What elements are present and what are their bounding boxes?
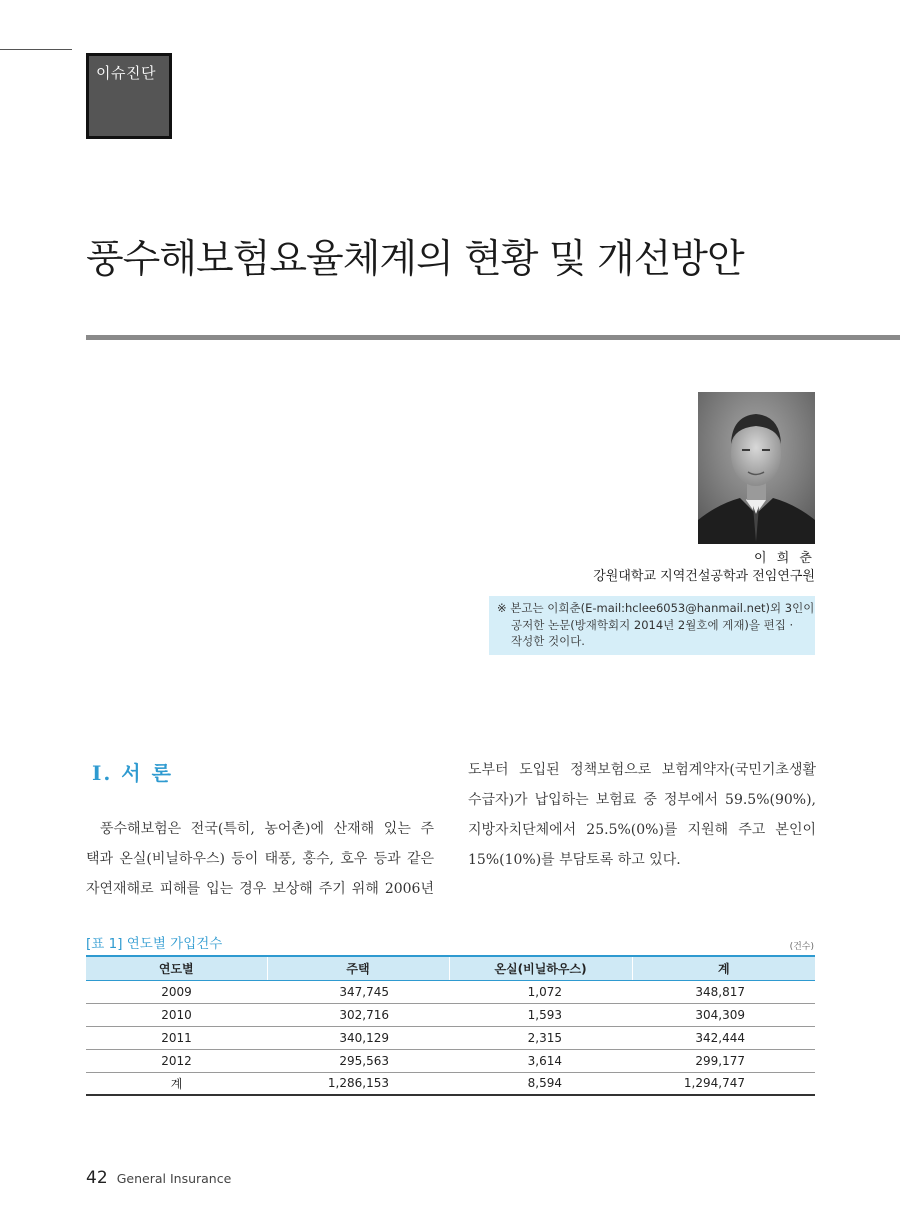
- author-portrait-icon: [698, 392, 815, 544]
- column-header: 온실(비닐하우스): [449, 956, 632, 980]
- page-number: 42: [86, 1168, 108, 1188]
- table-total-row: [86, 1072, 815, 1095]
- table-cell: 1,294,747: [632, 1072, 815, 1095]
- author-affiliation: 강원대학교 지역건설공학과 전임연구원: [593, 569, 815, 584]
- body-line: 지방자치단체에서 25.5%(0%)를 지원해 주고 본인이: [468, 822, 816, 838]
- table-cell: 304,309: [632, 1003, 815, 1026]
- table-cell: 2009: [86, 980, 267, 1003]
- author-photo: [698, 392, 815, 544]
- table-cell: 1,286,153: [267, 1072, 449, 1095]
- table-cell: 347,745: [267, 980, 449, 1003]
- table-cell: 1,072: [449, 980, 632, 1003]
- table-cell: 342,444: [632, 1026, 815, 1049]
- body-line: 자연재해로 피해를 입는 경우 보상해 주기 위해 2006년: [86, 881, 434, 897]
- table-cell: 2010: [86, 1003, 267, 1026]
- table-unit: (건수): [789, 942, 814, 952]
- table-cell: 8,594: [449, 1072, 632, 1095]
- column-header: 연도별: [86, 956, 267, 980]
- page-footer: [86, 1168, 231, 1188]
- note-line: 작성한 것이다.: [511, 634, 585, 648]
- table-row: [86, 1049, 815, 1072]
- table-cell: 299,177: [632, 1049, 815, 1072]
- author-name: 이 희 춘: [754, 551, 815, 566]
- body-line: 도부터 도입된 정책보험으로 보험계약자(국민기초생활: [468, 762, 816, 778]
- body-line: 택과 온실(비닐하우스) 등이 태풍, 홍수, 호우 등과 같은: [86, 851, 434, 867]
- page-title: 풍수해보험요율체계의 현황 및 개선방안: [86, 237, 744, 282]
- table-header-row: [86, 956, 815, 980]
- table-cell: 348,817: [632, 980, 815, 1003]
- journal-name: General Insurance: [116, 1171, 232, 1186]
- table-cell: 340,129: [267, 1026, 449, 1049]
- body-column-right: [468, 755, 816, 875]
- section-heading: Ⅰ. 서 론: [92, 761, 173, 785]
- table-cell: 2011: [86, 1026, 267, 1049]
- body-line: 15%(10%)를 부담토록 하고 있다.: [468, 852, 681, 868]
- column-header: 주택: [267, 956, 449, 980]
- section-tag: [86, 53, 172, 139]
- note-line: 공저한 논문(방재학회지 2014년 2월호에 게재)을 편집 ·: [511, 617, 794, 632]
- title-divider: [86, 335, 900, 340]
- top-rule: [0, 49, 72, 50]
- note-line: ※ 본고는 이희춘(E-mail:hclee6053@hanmail.net)외 3인이: [497, 601, 815, 615]
- body-line: 수급자)가 납입하는 보험료 중 정부에서 59.5%(90%),: [468, 792, 816, 808]
- subscription-table: [86, 955, 815, 1096]
- table-cell: 2,315: [449, 1026, 632, 1049]
- column-header: 계: [632, 956, 815, 980]
- table-row: [86, 1003, 815, 1026]
- editor-note: [489, 596, 815, 655]
- table-cell: 302,716: [267, 1003, 449, 1026]
- table-cell: 1,593: [449, 1003, 632, 1026]
- table-cell: 계: [86, 1072, 267, 1095]
- table-row: [86, 1026, 815, 1049]
- table-cell: 2012: [86, 1049, 267, 1072]
- table-row: [86, 980, 815, 1003]
- table-cell: 295,563: [267, 1049, 449, 1072]
- table-cell: 3,614: [449, 1049, 632, 1072]
- section-tag-label: 이슈진단: [96, 64, 156, 82]
- body-line: 풍수해보험은 전국(특히, 농어촌)에 산재해 있는 주: [100, 821, 434, 837]
- body-column-left: [86, 814, 434, 904]
- table-caption: [표 1] 연도별 가입건수: [86, 936, 223, 952]
